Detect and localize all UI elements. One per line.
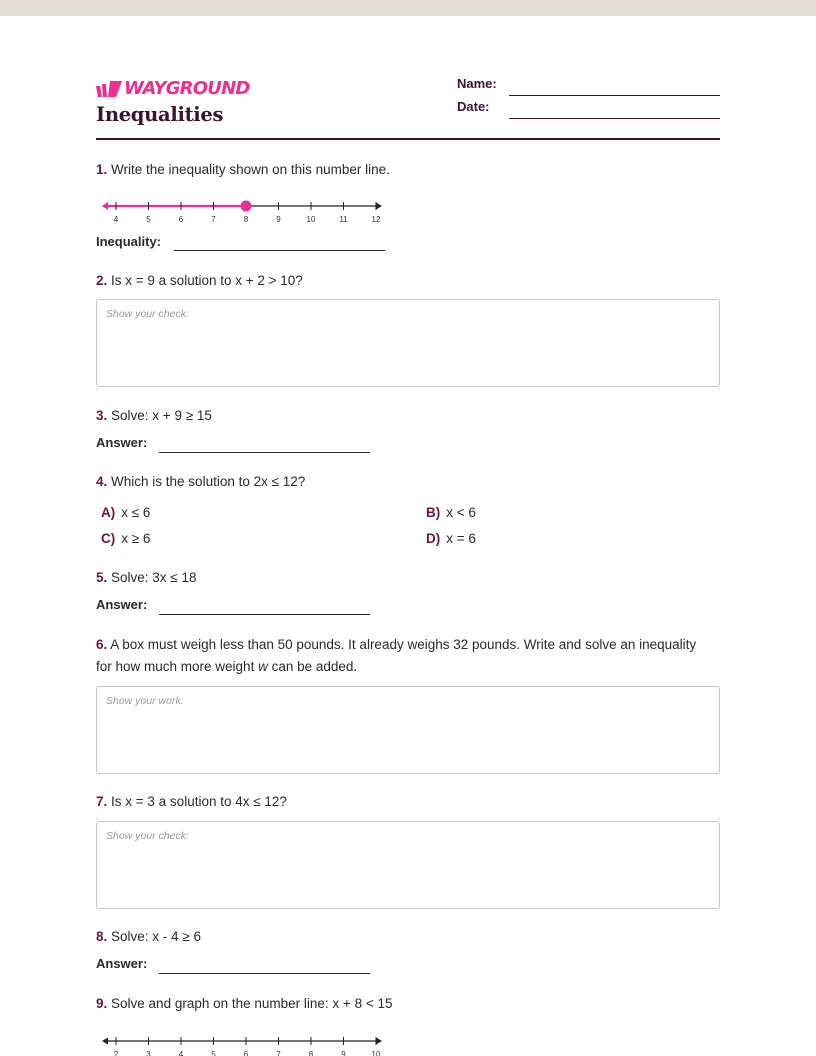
question-3 <box>96 405 212 427</box>
question-4 <box>96 471 305 493</box>
number-line-q9-graph[interactable] <box>108 1033 383 1056</box>
name-input-line[interactable] <box>509 95 720 96</box>
question-text: Is x = 9 a solution to x + 2 > 10? <box>111 273 303 288</box>
question-text-before: A box must weigh less than 50 pounds. It already weighs 32 pounds. Write and solve an inequality for how much more weight <box>96 637 697 674</box>
question-number: 3. <box>96 408 108 423</box>
question-text: Is x = 3 a solution to 4x ≤ 12? <box>111 794 287 809</box>
box-placeholder: Show your check: <box>106 830 189 842</box>
date-label: Date: <box>457 99 490 114</box>
option-letter: B) <box>426 505 441 520</box>
variable: w <box>258 659 268 674</box>
name-field[interactable] <box>457 76 720 96</box>
answer-label-q1: Inequality: <box>96 234 162 249</box>
question-text: Solve and graph on the number line: x + 8 < 15 <box>111 996 393 1011</box>
tick-label: 11 <box>339 215 348 224</box>
question-number: 2. <box>96 273 108 288</box>
tick-label: 10 <box>371 1050 381 1056</box>
tick-label: 9 <box>276 215 281 224</box>
tick-label: 6 <box>243 1050 249 1056</box>
option-c[interactable] <box>96 530 150 548</box>
option-letter: D) <box>426 531 441 546</box>
tick-label: 8 <box>243 215 249 224</box>
tick-label: 2 <box>113 1050 119 1056</box>
shaded-arrow-icon <box>102 202 108 210</box>
axis-arrow-left-icon <box>102 1038 108 1045</box>
question-text: Solve: x - 4 ≥ 6 <box>111 929 201 944</box>
question-text: Solve: 3x ≤ 18 <box>111 570 197 585</box>
closed-point-icon <box>241 201 252 212</box>
tick-label: 4 <box>178 1050 184 1056</box>
box-placeholder: Show your check: <box>106 308 189 320</box>
question-number: 5. <box>96 570 108 585</box>
option-letter: C) <box>101 531 116 546</box>
work-box-q7[interactable] <box>96 821 720 909</box>
option-text: x = 6 <box>446 531 476 546</box>
option-b[interactable] <box>421 504 476 522</box>
axis-arrow-right-icon <box>376 1038 382 1045</box>
tick-label: 3 <box>146 1050 151 1056</box>
question-5 <box>96 567 197 589</box>
name-label: Name: <box>457 76 497 91</box>
tick-label: 8 <box>308 1050 314 1056</box>
question-number: 6. <box>96 637 108 652</box>
tick-label: 12 <box>371 215 381 224</box>
number-line-q1-graph <box>108 198 383 228</box>
answer-label-q5: Answer: <box>96 597 148 612</box>
number-line-q9[interactable] <box>108 1033 383 1056</box>
option-letter: A) <box>101 505 116 520</box>
answer-line-q1[interactable] <box>174 250 385 251</box>
option-a[interactable] <box>96 504 150 522</box>
date-input-line[interactable] <box>509 118 720 119</box>
question-text: Which is the solution to 2x ≤ 12? <box>111 474 306 489</box>
answer-label-q3: Answer: <box>96 435 148 450</box>
worksheet-title: Inequalities <box>96 103 224 126</box>
question-number: 7. <box>96 794 108 809</box>
tick-label: 4 <box>113 215 119 224</box>
question-6 <box>96 634 706 678</box>
question-text: Solve: x + 9 ≥ 15 <box>111 408 212 423</box>
question-number: 8. <box>96 929 108 944</box>
box-placeholder: Show your work: <box>106 695 184 707</box>
question-text-after: can be added. <box>267 659 358 674</box>
question-1 <box>96 159 390 181</box>
tick-label: 6 <box>178 215 184 224</box>
tick-label: 7 <box>211 215 216 224</box>
option-text: x ≥ 6 <box>121 531 151 546</box>
work-box-q6[interactable] <box>96 686 720 774</box>
wayground-logo-icon <box>96 80 122 98</box>
question-2 <box>96 270 303 292</box>
option-text: x < 6 <box>446 505 476 520</box>
brand-name: WAYGROUND <box>124 78 250 99</box>
brand-logo <box>96 78 249 100</box>
question-7 <box>96 791 287 813</box>
date-field[interactable] <box>457 99 720 119</box>
number-line-q1 <box>108 198 383 228</box>
answer-line-q3[interactable] <box>159 452 370 453</box>
option-d[interactable] <box>421 530 476 548</box>
question-number: 1. <box>96 162 108 177</box>
axis-arrow-right-icon <box>376 203 382 210</box>
work-box-q2[interactable] <box>96 299 720 387</box>
tick-label: 5 <box>211 1050 216 1056</box>
tick-label: 5 <box>146 215 151 224</box>
tick-label: 7 <box>276 1050 281 1056</box>
option-text: x ≤ 6 <box>121 505 151 520</box>
header-divider <box>96 138 720 140</box>
question-number: 9. <box>96 996 108 1011</box>
question-number: 4. <box>96 474 108 489</box>
tick-label: 9 <box>341 1050 346 1056</box>
answer-line-q5[interactable] <box>159 614 370 615</box>
tick-label: 10 <box>306 215 316 224</box>
question-text: Write the inequality shown on this number line. <box>111 162 390 177</box>
question-9 <box>96 993 392 1015</box>
answer-line-q8[interactable] <box>159 973 370 974</box>
top-bar <box>0 0 816 16</box>
question-8 <box>96 926 201 948</box>
answer-label-q8: Answer: <box>96 956 148 971</box>
